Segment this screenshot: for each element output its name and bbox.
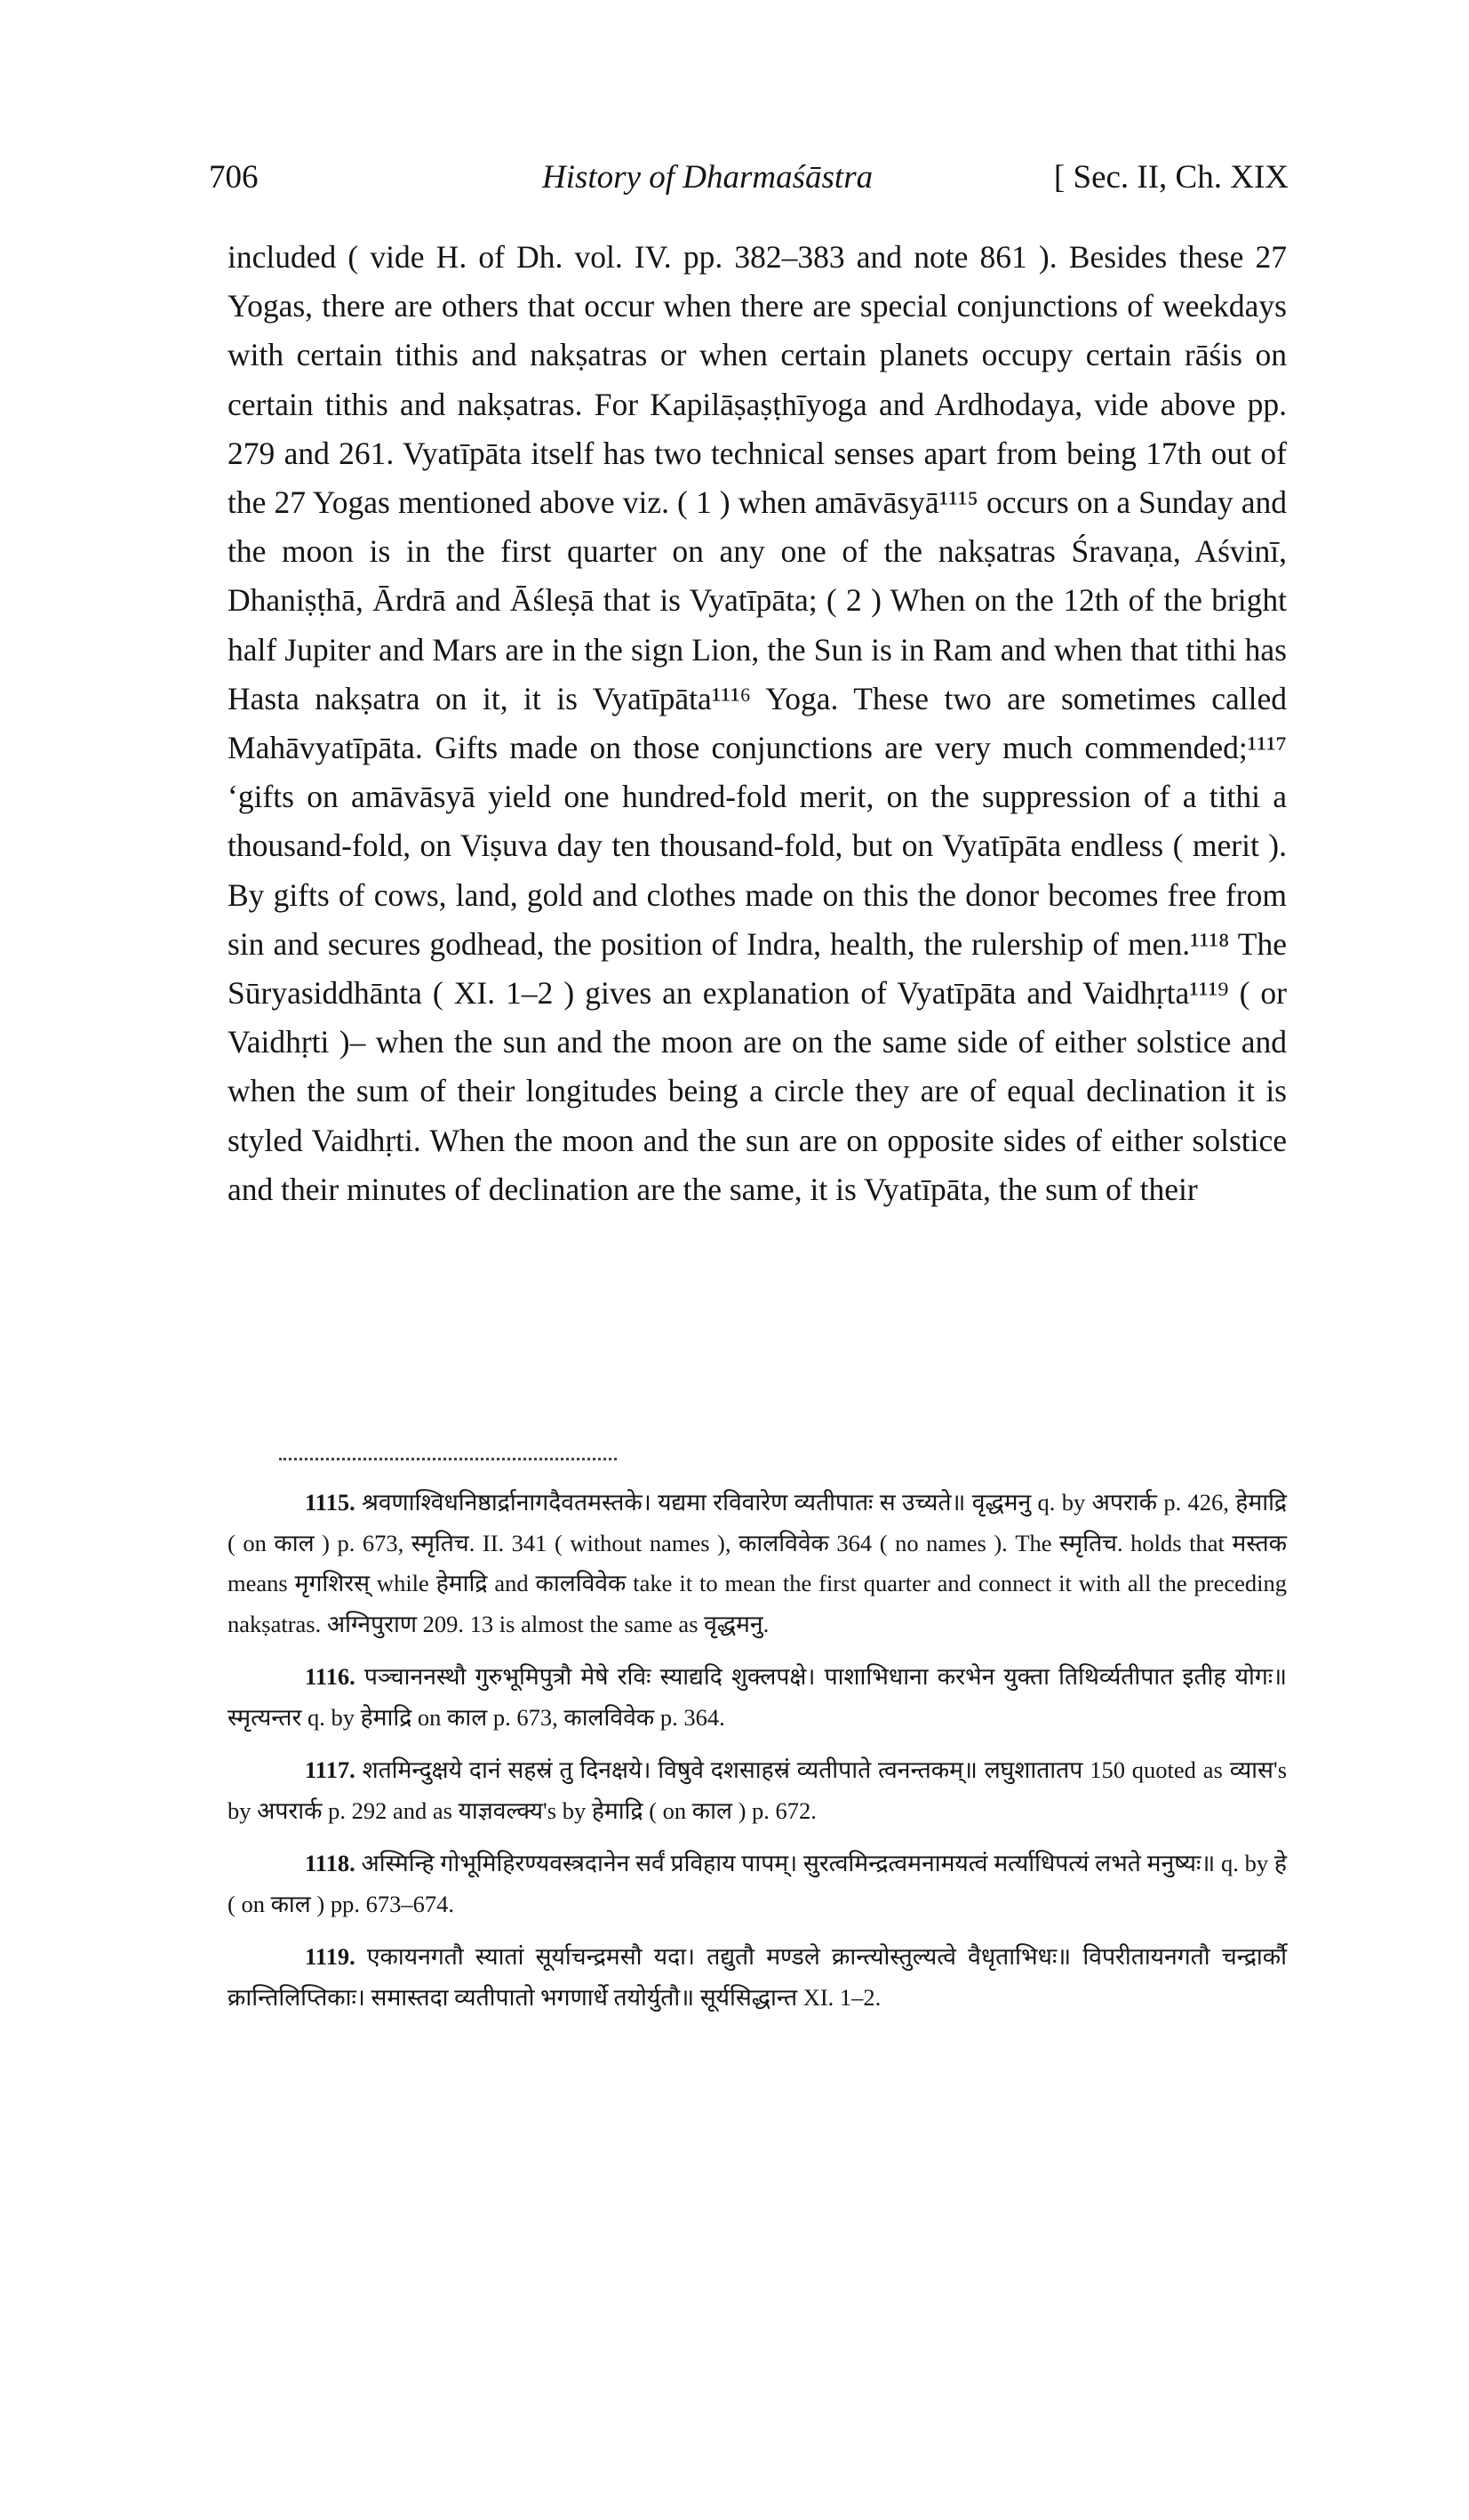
footnote-separator — [279, 1458, 617, 1460]
footnote-text: पञ्चाननस्थौ गुरुभूमिपुत्रौ मेषे रविः स्याद्यदि शुक्लपक्षे। पाशाभिधाना करभेन युक्ता तिथिर्व्यतीपात इतीह योगः॥ स्मृत्यन्तर q. by हेमाद्रि on काल p. 673, कालविवेक p. 364. — [228, 1663, 1287, 1731]
footnote-1115 — [228, 1483, 1287, 1644]
footnote-number: 1116. — [305, 1663, 355, 1690]
footnote-number: 1117. — [305, 1756, 355, 1783]
running-header — [209, 158, 1289, 212]
page-number: 706 — [209, 159, 259, 196]
footnote-text: अस्मिन्हि गोभूमिहिरण्यवस्त्रदानेन सर्वं प्रविहाय पापम्। सुरत्वमिन्द्रत्वमनामयत्वं मर्त्याधिपत्यं लभते मनुष्यः॥ q. by हे ( on काल ) pp. 673–674. — [228, 1850, 1288, 1917]
footnotes — [228, 1483, 1287, 2030]
section-reference: [ Sec. II, Ch. XIX — [1053, 159, 1289, 196]
body-paragraph: included ( vide H. of Dh. vol. IV. pp. 382–383 and note 861 ). Besides these 27 Yogas, there are others that occur when there are special conjunctions of weekdays with certain tithis and nakṣatras or when certain planets occupy certain rāśis on certain tithis and nakṣatras. For Kapilāṣaṣṭhīyoga and Ardhodaya, vide above pp. 279 and 261. Vyatīpāta itself has two technical senses apart from being 17th out of the 27 Yogas mentioned above viz. ( 1 ) when amāvāsyā¹¹¹⁵ occurs on a Sunday and the moon is in the first quarter on any one of the nakṣatras Śravaṇa, Aśvinī, Dhaniṣṭhā, Ārdrā and Āśleṣā that is Vyatīpāta; ( 2 ) When on the 12th of the bright half Jupiter and Mars are in the sign Lion, the Sun is in Ram and when that tithi has Hasta nakṣatra on it, it is Vyatīpāta¹¹¹⁶ Yoga. These two are sometimes called Mahāvyatīpāta. Gifts made on those conjunctions are very much commended;¹¹¹⁷ ‘gifts on amāvāsyā yield one hundred-fold merit, on the suppression of a tithi a thousand-fold, on Viṣuva day ten thousand-fold, but on Vyatīpāta endless ( merit ). By gifts of cows, land, gold and clothes made on this the donor becomes free from sin and secures godhead, the position of Indra, health, the rulership of men.¹¹¹⁸ The Sūryasiddhānta ( XI. 1–2 ) gives an explanation of Vyatīpāta and Vaidhṛta¹¹¹⁹ ( or Vaidhṛti )– when the sun and the moon are on the same side of either solstice and when the sum of their longitudes being a circle they are of equal declination it is styled Vaidhṛti. When the moon and the sun are on opposite sides of either solstice and their minutes of declination are the same, it is Vyatīpāta, the sum of their — [228, 239, 1287, 1207]
footnote-number: 1119. — [305, 1943, 355, 1970]
footnote-text: एकायनगतौ स्यातां सूर्याचन्द्रमसौ यदा। तद्युतौ मण्डले क्रान्त्योस्तुल्यत्वे वैधृताभिधः॥ विपरीतायनगतौ चन्द्रार्कौ क्रान्तिलिप्तिकाः। समास्तदा व्यतीपातो भगणार्धे तयोर्युतौ॥ सूर्यसिद्धान्त XI. 1–2. — [228, 1943, 1288, 2011]
footnote-number: 1115. — [305, 1489, 355, 1516]
running-title: History of Dharmaśāstra — [542, 159, 874, 196]
footnote-1119 — [228, 1937, 1287, 2018]
footnote-number: 1118. — [305, 1850, 355, 1876]
footnote-1117 — [228, 1750, 1287, 1831]
main-text — [228, 233, 1287, 1214]
footnote-text: श्रवणाश्विधनिष्ठार्द्रानागदैवतमस्तके। यद्यमा रविवारेण व्यतीपातः स उच्यते॥ वृद्धमनु q. by अपरार्क p. 426, हेमाद्रि ( on काल ) p. 673, स्मृतिच. II. 341 ( without names ), कालविवेक 364 ( no names ). The स्मृतिच. holds that मस्तक means मृगशिरस् while हेमाद्रि and कालविवेक take it to mean the first quarter and connect it with all the preceding nakṣatras. अग्निपुराण 209. 13 is almost the same as वृद्धमनु. — [228, 1489, 1288, 1637]
footnote-1116 — [228, 1657, 1287, 1738]
footnote-1118 — [228, 1844, 1287, 1924]
footnote-text: शतमिन्दुक्षये दानं सहस्रं तु दिनक्षये। विषुवे दशसाहस्रं व्यतीपाते त्वनन्तकम्॥ लघुशातातप 150 quoted as व्यास's by अपरार्क p. 292 and as याज्ञवल्क्य's by हेमाद्रि ( on काल ) p. 672. — [228, 1756, 1288, 1824]
